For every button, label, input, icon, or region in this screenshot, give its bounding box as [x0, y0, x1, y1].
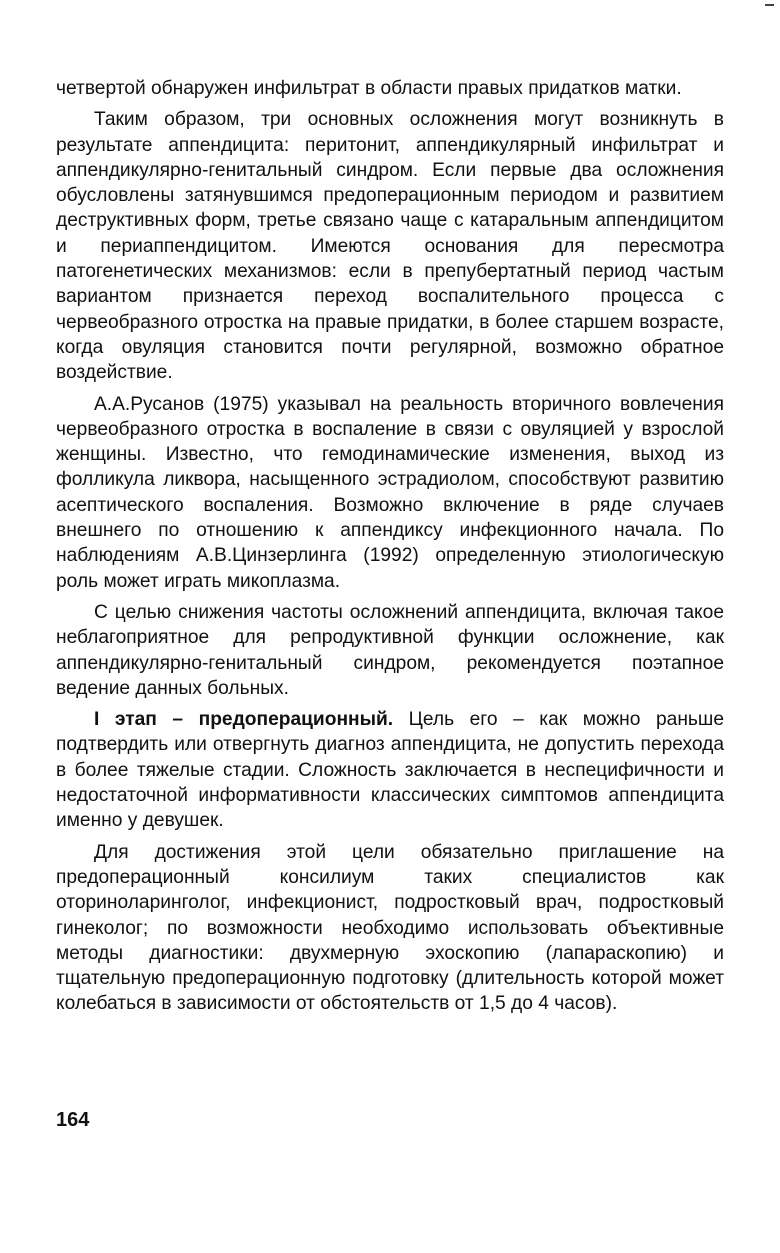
paragraph-5 — [56, 707, 724, 833]
page-number: 164 — [56, 1109, 90, 1131]
paragraph-2 — [56, 107, 724, 385]
paragraph-2-text: Таким образом, три основных осложнения могут возникнуть в результате аппендицита: перитонит, аппендикулярный инфильтрат и аппендикулярно-генитальный синдром. Если первые два осложнения обусловлены затянувшимся предоперационным периодом и развитием деструктивных форм, третье связано чаще с катаральным аппендицитом и периаппендицитом. Имеются основания для пересмотра патогенетических механизмов: если в препубертатный период частым вариантом признается переход воспалительного процесса с червеобразного отростка на правые придатки, в более старшем возрасте, когда овуляция становится почти регулярной, возможно обратное воздействие. — [56, 109, 724, 384]
paragraph-3-text: А.А.Русанов (1975) указывал на реальность вторичного вовлечения червеобразного отростка в воспаление в связи с овуляцией у взрослой женщины. Известно, что гемодинамические изменения, выход из фолликула ликвора, насыщенного эстрадиолом, способствуют развитию асептического воспаления. Возможно включение в ряде случаев внешнего по отношению к аппендиксу инфекционного начала. По наблюдениям А.В.Цинзерлинга (1992) определенную этиологическую роль может играть микоплазма. — [56, 393, 724, 592]
paragraph-5-text: Цель его – как можно раньше подтвердить или отвергнуть диагноз аппендицита, не допустить перехода в более тяжелые стадии. Сложность заключается в неспецифичности и недостаточной информативности классических симптомов аппендицита именно у девушек. — [56, 709, 724, 832]
paragraph-4 — [56, 600, 724, 701]
paragraph-6 — [56, 840, 724, 1017]
stage-heading: I этап – предоперационный. — [94, 709, 394, 731]
paragraph-1-text: четвертой обнаружен инфильтрат в области правых придатков матки. — [56, 78, 682, 99]
paragraph-4-text: С целью снижения частоты осложнений аппендицита, включая такое неблагоприятное для репродуктивной функции осложнение, как аппендикулярно-генитальный синдром, рекомендуется поэтапное ведение данных больных. — [56, 601, 724, 699]
scan-corner-mark — [765, 4, 774, 6]
page-body — [56, 76, 724, 1023]
paragraph-1 — [56, 76, 724, 101]
paragraph-3 — [56, 392, 724, 594]
paragraph-6-text: Для достижения этой цели обязательно приглашение на предоперационный консилиум таких специалистов как оториноларинголог, инфекционист, подростковый врач, подростковый гинеколог; по возможности необходимо использовать объективные методы диагностики: двухмерную эхоскопию (лапараскопию) и тщательную предоперационную подготовку (длительность которой может колебаться в зависимости от обстоятельств от 1,5 до 4 часов). — [56, 841, 724, 1015]
